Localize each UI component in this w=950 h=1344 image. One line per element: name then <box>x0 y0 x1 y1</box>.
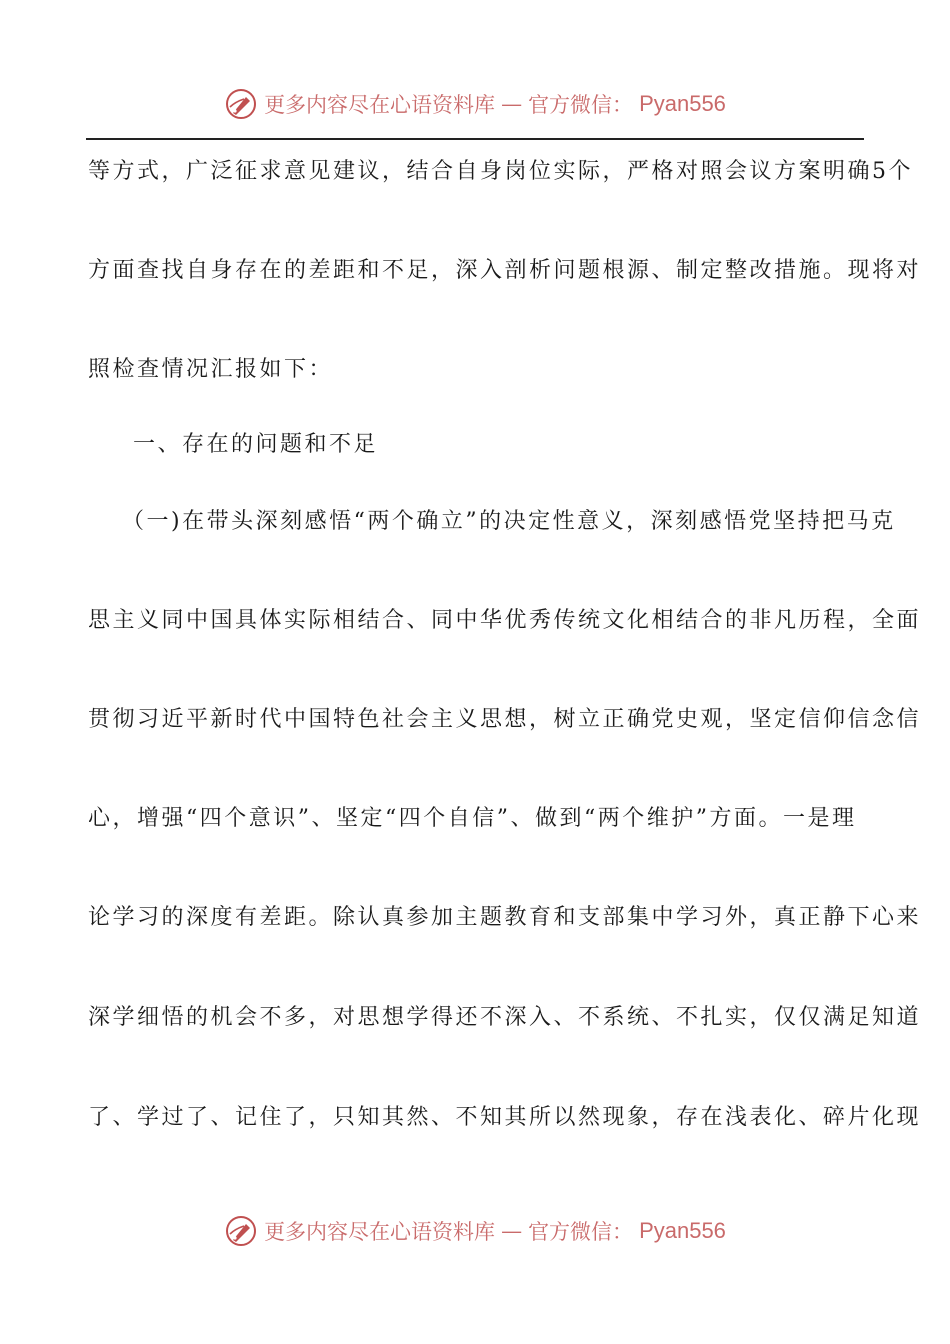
body-line-1: 等方式，广泛征求意见建议，结合自身岗位实际，严格对照会议方案明确5个 <box>88 159 913 184</box>
header-divider <box>86 138 864 140</box>
footer-wechat-id: Pyan556 <box>639 1218 726 1243</box>
footer-banner <box>0 1211 950 1251</box>
body-line-9: 论学习的深度有差距。除认真参加主题教育和支部集中学习外，真正静下心来 <box>88 905 922 930</box>
footer-wechat-label: 官方微信： <box>528 1220 634 1244</box>
footer-site-text: 更多内容尽在心语资料库 <box>264 1220 496 1244</box>
header-wechat-label: 官方微信： <box>528 93 634 117</box>
header-banner <box>0 84 950 124</box>
body-line-5: （一)在带头深刻感悟“两个确立”的决定性意义，深刻感悟党坚持把马克 <box>122 509 896 534</box>
pen-nib-logo-icon <box>224 1214 258 1248</box>
footer-separator: — <box>501 1219 523 1243</box>
header-separator: — <box>501 92 523 116</box>
body-line-6: 思主义同中国具体实际相结合、同中华优秀传统文化相结合的非凡历程，全面 <box>88 608 922 633</box>
body-line-2: 方面查找自身存在的差距和不足，深入剖析问题根源、制定整改措施。现将对 <box>88 258 922 283</box>
body-line-8: 心，增强“四个意识”、坚定“四个自信”、做到“两个维护”方面。一是理 <box>88 806 857 831</box>
header-wechat-id: Pyan556 <box>639 91 726 116</box>
header-site-text: 更多内容尽在心语资料库 <box>264 93 496 117</box>
body-line-3: 照检查情况汇报如下： <box>88 357 334 382</box>
pen-nib-logo-icon <box>224 87 258 121</box>
section-heading: 一、存在的问题和不足 <box>133 432 379 457</box>
body-line-7: 贯彻习近平新时代中国特色社会主义思想，树立正确党史观，坚定信仰信念信 <box>88 707 922 732</box>
body-line-10: 深学细悟的机会不多，对思想学得还不深入、不系统、不扎实，仅仅满足知道 <box>88 1005 922 1030</box>
body-line-11: 了、学过了、记住了，只知其然、不知其所以然现象，存在浅表化、碎片化现 <box>88 1105 922 1130</box>
